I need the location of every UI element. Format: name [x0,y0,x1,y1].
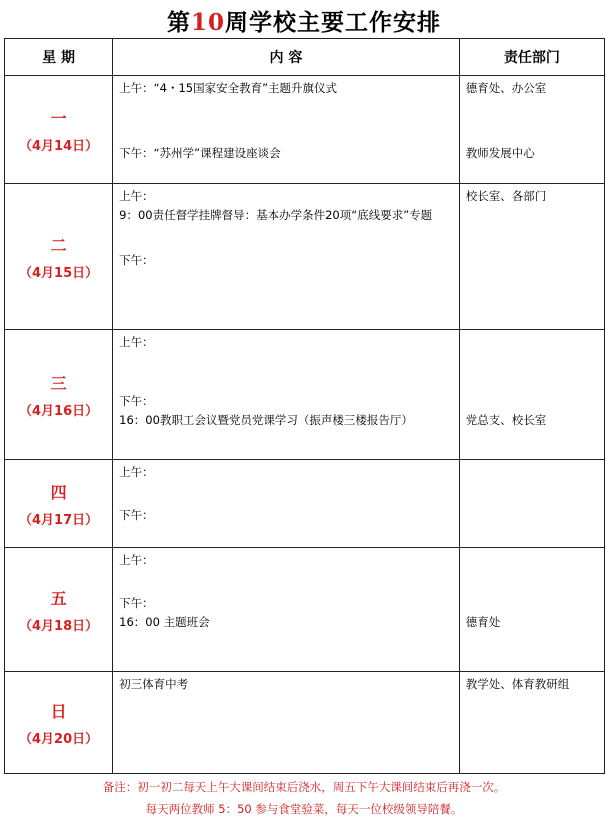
afternoon-item: 下午： [119,508,154,522]
content-cell [113,460,460,548]
afternoon-item: 下午： [119,253,154,267]
morning-item: 上午： [119,553,154,567]
date-label: （4月15日） [19,265,99,281]
day-cell [5,460,113,548]
schedule-table [4,38,605,774]
date-label: （4月16日） [19,403,99,419]
dept-cell [459,548,604,672]
afternoon-item: 16：00教职工会议暨党员党课学习（振声楼三楼报告厅） [119,413,413,427]
dept-morning [466,333,598,352]
table-row [5,548,605,672]
day-cell [5,672,113,774]
dept-afternoon: 党总支、校长室 [465,413,547,427]
day-cell [5,184,113,330]
dept-cell [459,330,604,460]
weekday-label: 四 [50,482,67,502]
table-row [5,460,605,548]
content-cell [113,548,460,672]
weekday-label: 五 [50,588,67,608]
title-suffix: 周学校主要工作安排 [225,9,441,36]
content-cell [113,76,460,184]
dept-cell [459,76,604,184]
page-title [0,4,608,34]
dept-morning: 校长室、各部门 [465,189,547,203]
weekday-label: 二 [50,235,67,255]
dept-afternoon: 德育处 [465,615,501,629]
table-row [5,76,605,184]
header-day: 星 期 [5,39,113,76]
note-line: 每天两位教师 5：50 参与食堂验菜，每天一位校级领导陪餐。 [145,802,463,816]
table-row [5,672,605,774]
table-row [5,330,605,460]
dept-cell [459,460,604,548]
notes [0,776,608,820]
day-cell [5,330,113,460]
content-cell [113,330,460,460]
dept-afternoon: 教师发展中心 [465,146,535,160]
afternoon-item: 下午： [119,394,154,408]
morning-item: 9：00责任督学挂牌督导：基本办学条件20项“底线要求”专题 [119,208,433,222]
date-label: （4月17日） [19,512,99,528]
dept-morning [466,551,598,570]
content-cell [113,672,460,774]
week-number: 10 [190,9,225,36]
note-line: 备注：初一初二每天上午大课间结束后浇水，周五下午大课间结束后再浇一次。 [102,780,506,794]
dept-morning: 德育处、办公室 [465,81,547,95]
content-cell [113,184,460,330]
weekday-label: 三 [50,373,67,393]
table-header-row [5,39,605,76]
morning-item: 上午： [119,335,154,349]
morning-item: 初三体育中考 [119,677,189,691]
table-row [5,184,605,330]
date-label: （4月14日） [19,138,99,154]
weekday-label: 一 [50,108,67,128]
date-label: （4月20日） [19,731,99,747]
afternoon-item: 下午： [119,596,154,610]
dept-morning [466,463,598,482]
day-cell [5,76,113,184]
afternoon-item: 16：00 主题班会 [119,615,210,629]
date-label: （4月18日） [19,618,99,634]
weekday-label: 日 [50,701,67,721]
title-prefix: 第 [166,9,191,36]
dept-cell [459,672,604,774]
header-content: 内 容 [113,39,460,76]
afternoon-item: 下午：“苏州学”课程建设座谈会 [119,146,281,160]
dept-cell [459,184,604,330]
dept-morning: 教学处、体育教研组 [465,677,570,691]
day-cell [5,548,113,672]
morning-item: 上午：“4・15国家安全教育”主题升旗仪式 [119,81,338,95]
morning-item: 上午： [119,189,154,203]
morning-item: 上午： [119,465,154,479]
header-dept: 责任部门 [459,39,604,76]
